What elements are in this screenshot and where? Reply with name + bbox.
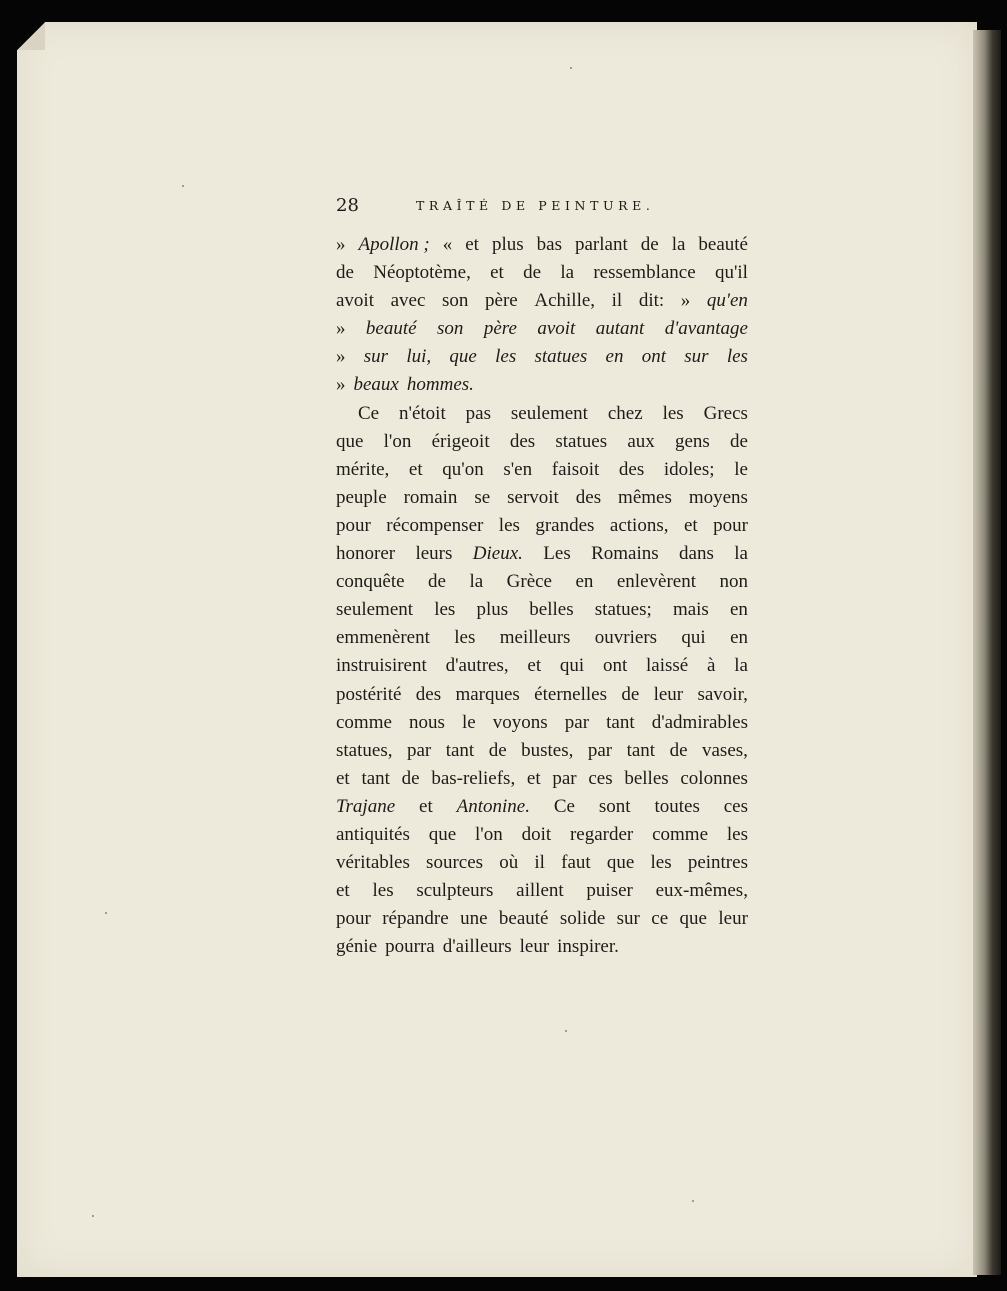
word: Les <box>543 543 571 565</box>
word: la <box>671 234 686 255</box>
word: par <box>564 711 590 733</box>
word: Trajane <box>336 795 396 817</box>
word: de <box>401 767 420 789</box>
word: toutes <box>654 795 700 817</box>
word: et <box>490 262 504 284</box>
word: il <box>611 290 623 312</box>
word: servoit <box>507 486 559 508</box>
word: de <box>621 683 640 705</box>
word: les <box>454 627 476 649</box>
word: avec <box>390 290 426 312</box>
word: comme <box>652 823 709 845</box>
word: solide <box>559 908 606 930</box>
word: avoit <box>537 318 576 340</box>
word: ont <box>641 346 667 368</box>
paper-speck <box>182 185 184 187</box>
word: les <box>495 346 517 368</box>
word: grandes <box>535 514 595 536</box>
word: actions, <box>609 514 669 536</box>
text-line <box>336 315 748 343</box>
text-line <box>336 793 748 821</box>
word: mais <box>672 599 709 621</box>
word: nous <box>409 711 445 733</box>
word: où <box>499 852 519 874</box>
word: et <box>683 514 698 536</box>
word: regarder <box>569 823 634 845</box>
word: doit <box>521 823 552 845</box>
word: voyons <box>492 711 548 733</box>
word: moyens <box>688 486 748 508</box>
text-line <box>336 681 748 709</box>
word: d'admirables <box>651 711 748 733</box>
word: pas <box>465 402 491 424</box>
text-line <box>336 568 748 596</box>
word: bustes, <box>521 739 574 761</box>
word: statues; <box>594 599 652 621</box>
word: idoles; <box>663 458 715 480</box>
word: de <box>640 234 659 255</box>
text-line <box>336 709 748 737</box>
word: répandre <box>382 908 449 930</box>
word: pour <box>336 514 371 536</box>
word: d'autres, <box>445 655 509 677</box>
word: » <box>680 290 691 312</box>
word: sources <box>426 852 484 874</box>
word: peintres <box>687 852 748 874</box>
word: Dieux. <box>472 543 523 565</box>
word: génie <box>336 936 378 958</box>
word: pour <box>713 514 748 536</box>
word: tant <box>445 739 475 761</box>
word: antiquités <box>336 823 410 845</box>
word: le <box>734 458 748 480</box>
word: par <box>406 739 432 761</box>
word: » <box>336 234 346 255</box>
word: que <box>679 908 707 930</box>
word: que <box>606 852 635 874</box>
word: les <box>372 880 394 902</box>
word: qu'en <box>706 290 748 312</box>
word: chez <box>607 402 643 424</box>
word: se <box>474 486 491 508</box>
word: père <box>485 290 518 312</box>
paper-speck <box>105 912 107 914</box>
text-line <box>336 540 748 568</box>
word: sont <box>598 795 631 817</box>
word: par <box>552 767 577 789</box>
word: la <box>734 543 748 565</box>
word: leurs <box>415 543 453 565</box>
word: et <box>336 880 350 902</box>
word: mêmes <box>618 486 672 508</box>
word: non <box>719 571 748 593</box>
word: la <box>734 655 748 677</box>
word: aillent <box>516 880 564 902</box>
text-line <box>336 877 748 905</box>
word: d'avantage <box>664 318 748 340</box>
word: les <box>662 402 684 424</box>
text-line <box>336 259 748 287</box>
word: leur <box>718 908 748 930</box>
word: gens <box>674 430 710 452</box>
text-line <box>336 933 748 961</box>
word: le <box>462 711 476 733</box>
word: » <box>336 318 346 340</box>
word: bas <box>536 234 562 255</box>
text-line <box>336 512 748 540</box>
word: en <box>575 571 594 593</box>
word: parlant <box>574 234 628 255</box>
word: sculpteurs <box>416 880 494 902</box>
text-line <box>336 596 748 624</box>
word: belles <box>624 767 669 789</box>
word: les <box>726 823 748 845</box>
word: dit: <box>638 290 665 312</box>
word: en <box>605 346 624 368</box>
word: et <box>336 767 350 789</box>
word: seulement <box>510 402 588 424</box>
text-line <box>336 343 748 371</box>
word: ressemblance <box>593 262 696 284</box>
word: honorer <box>336 543 396 565</box>
word: aux <box>627 430 655 452</box>
word: hommes. <box>406 374 474 396</box>
running-title: TRAÎTÉ DE PEINTURE. <box>416 198 655 213</box>
word: statues, <box>336 739 393 761</box>
next-page-edge <box>973 30 1001 1275</box>
word: en <box>730 627 748 649</box>
word: bas-reliefs, <box>431 767 516 789</box>
word: il <box>534 852 545 874</box>
word: statues <box>555 430 608 452</box>
word: des <box>618 458 645 480</box>
word: érigeoit <box>431 430 490 452</box>
text-line <box>336 400 748 428</box>
word: faut <box>561 852 591 874</box>
word: » <box>336 346 346 368</box>
word: vases, <box>702 739 748 761</box>
word: savoir, <box>697 683 748 705</box>
word: sur <box>363 346 389 368</box>
word: conquête <box>336 571 405 593</box>
word: ces <box>588 767 613 789</box>
word: son <box>437 318 464 340</box>
text-line <box>336 484 748 512</box>
word: marques <box>455 683 520 705</box>
word: père <box>483 318 517 340</box>
word: par <box>587 739 613 761</box>
word: qui <box>681 627 706 649</box>
word: des <box>509 430 536 452</box>
word: les <box>726 346 748 368</box>
text-line <box>336 624 748 652</box>
text-line <box>336 456 748 484</box>
word: enlevèrent <box>616 571 696 593</box>
text-line <box>336 428 748 456</box>
word: et <box>408 458 423 480</box>
word: postérité <box>336 683 402 705</box>
word: leur <box>519 936 550 958</box>
text-line <box>336 287 748 315</box>
word: que <box>449 346 477 368</box>
word: tant <box>361 767 390 789</box>
page-header <box>336 195 751 217</box>
word: pour <box>336 908 371 930</box>
text-line <box>336 849 748 877</box>
word: Achille, <box>534 290 596 312</box>
word: que <box>336 430 364 452</box>
word: la <box>469 571 484 593</box>
word: à <box>707 655 716 677</box>
word: mérite, <box>336 458 390 480</box>
word: en <box>729 599 748 621</box>
word: lui, <box>406 346 432 368</box>
word: Antonine. <box>456 795 530 817</box>
word: et <box>527 655 542 677</box>
word: de <box>669 739 688 761</box>
word: s'en <box>503 458 533 480</box>
word: colonnes <box>680 767 748 789</box>
word: de <box>730 430 748 452</box>
text-line <box>336 231 748 259</box>
word: et <box>526 767 541 789</box>
word: plus <box>476 599 509 621</box>
word: comme <box>336 711 392 733</box>
word: laissé <box>646 655 689 677</box>
word: que <box>428 823 457 845</box>
word: ont <box>602 655 628 677</box>
text-line <box>336 821 748 849</box>
word: inspirer. <box>557 936 619 958</box>
word: leur <box>653 683 684 705</box>
word: Néoptotème, <box>373 262 471 284</box>
word: qu'il <box>714 262 748 284</box>
word: beauté <box>498 908 549 930</box>
word: les <box>650 852 672 874</box>
word: plus <box>491 234 524 255</box>
word: statues <box>534 346 588 368</box>
paper-speck <box>92 1215 94 1217</box>
word: de <box>523 262 542 284</box>
word: eux-mêmes, <box>655 880 748 902</box>
word: instruisirent <box>336 655 427 677</box>
paper-speck <box>565 1030 567 1032</box>
word: tant <box>606 711 635 733</box>
word: son <box>442 290 469 312</box>
word: « <box>442 234 453 255</box>
word: de <box>428 571 446 593</box>
word: ce <box>651 908 669 930</box>
word: les <box>434 599 456 621</box>
word: qui <box>559 655 585 677</box>
word: seulement <box>336 599 414 621</box>
word: tant <box>626 739 656 761</box>
word: l'on <box>383 430 412 452</box>
word: avoit <box>336 290 374 312</box>
word: d'ailleurs <box>442 936 512 958</box>
word: peuple <box>336 486 387 508</box>
text-line <box>336 652 748 680</box>
word: Grèce <box>506 571 552 593</box>
paper-speck <box>570 67 572 69</box>
word: faisoit <box>551 458 600 480</box>
word: » <box>336 374 346 396</box>
word: dans <box>679 543 714 565</box>
word: autant <box>595 318 645 340</box>
text-line <box>336 737 748 765</box>
word: l'on <box>475 823 503 845</box>
word: récompenser <box>386 514 484 536</box>
word: n'étoit <box>399 402 446 424</box>
word: Grecs <box>703 402 748 424</box>
word: éternelles <box>534 683 607 705</box>
text-line <box>336 371 748 399</box>
word: meilleurs <box>499 627 571 649</box>
word: ces <box>723 795 748 817</box>
word: pourra <box>385 936 435 958</box>
page-corner-fold <box>17 22 45 50</box>
word: beauté <box>698 234 748 255</box>
word: de <box>488 739 507 761</box>
word: sur <box>684 346 709 368</box>
word: romain <box>403 486 458 508</box>
paper-speck <box>692 1200 694 1202</box>
word: qu'on <box>442 458 484 480</box>
word: ouvriers <box>594 627 658 649</box>
word: véritables <box>336 852 410 874</box>
word: Apollon ; <box>358 234 430 255</box>
word: une <box>460 908 488 930</box>
word: et <box>465 234 479 255</box>
word: emmenèrent <box>336 627 430 649</box>
word: puiser <box>586 880 633 902</box>
word: Ce <box>553 795 575 817</box>
word: la <box>560 262 575 284</box>
word: beauté <box>365 318 417 340</box>
word: et <box>419 795 433 817</box>
word: de <box>336 262 354 284</box>
word: les <box>498 514 520 536</box>
word: belles <box>529 599 574 621</box>
word: sur <box>616 908 640 930</box>
text-line <box>336 905 748 933</box>
word: Romains <box>591 543 659 565</box>
body-text <box>336 231 748 961</box>
word: Ce <box>358 402 380 424</box>
word: des <box>415 683 442 705</box>
word: des <box>575 486 602 508</box>
word: beaux <box>353 374 399 396</box>
page-number: 28 <box>336 195 359 216</box>
text-line <box>336 765 748 793</box>
